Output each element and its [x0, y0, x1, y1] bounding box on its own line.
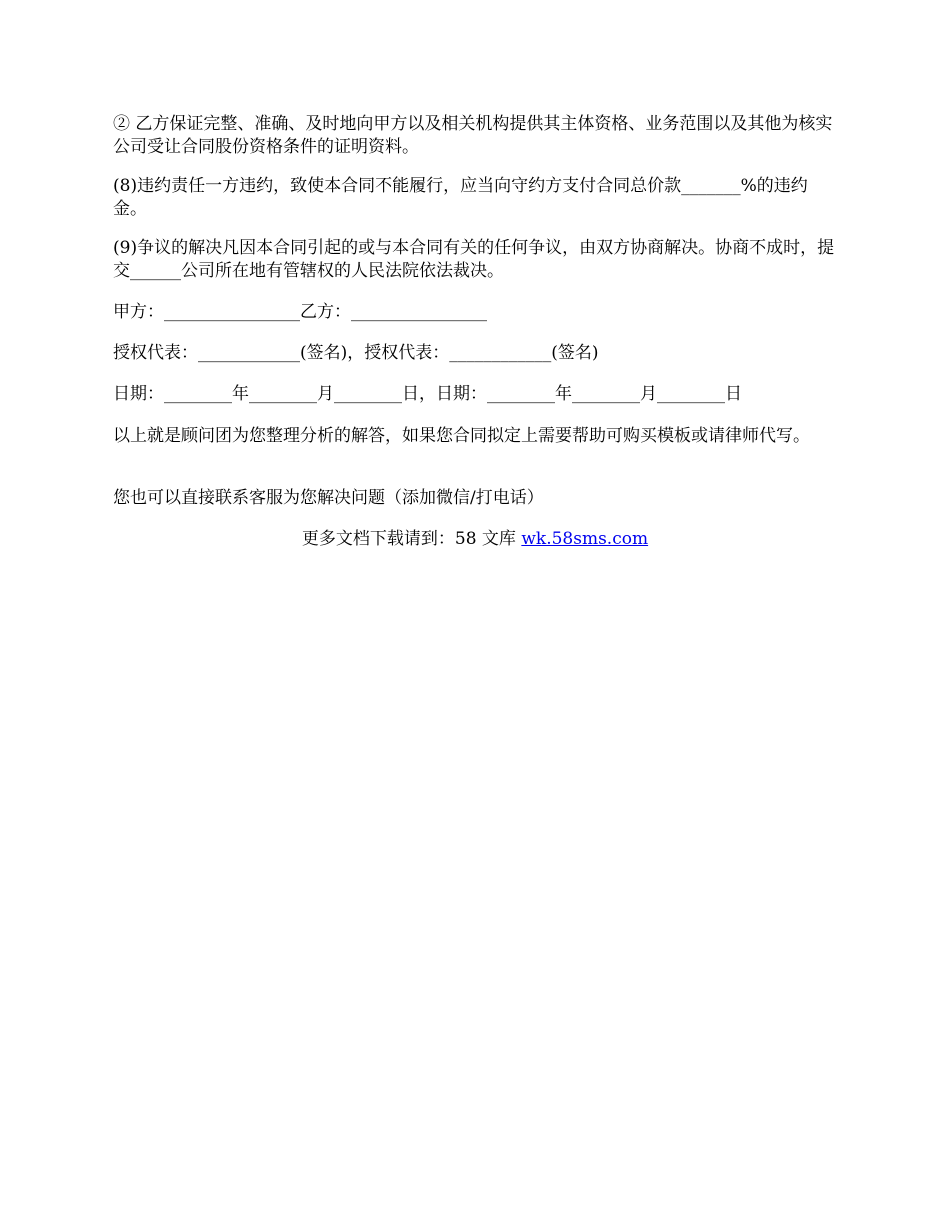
paragraph-advisory-note: 以上就是顾问团为您整理分析的解答，如果您合同拟定上需要帮助可购买模板或请律师代写。	[113, 426, 810, 446]
footer-download-note	[0, 528, 950, 551]
paragraph-party-b-guarantee: ② 乙方保证完整、准确、及时地向甲方以及相关机构提供其主体资格、业务范围以及其他为核实公司受让合同股份资格条件的证明资料。	[113, 114, 833, 157]
paragraph-contact-service: 您也可以直接联系客服为您解决问题（添加微信/打电话）	[113, 488, 544, 508]
paragraph-signing-dates: 日期：________年________月________日，日期：________年________月________日	[113, 384, 742, 404]
paragraph-breach-liability: (8)违约责任一方违约，致使本合同不能履行，应当向守约方支付合同总价款_______%的违约金。	[113, 176, 808, 219]
paragraph-dispute-resolution: (9)争议的解决凡因本合同引起的或与本合同有关的任何争议，由双方协商解决。协商不成时，提交______公司所在地有管辖权的人民法院依法裁决。	[113, 238, 835, 281]
paragraph-authorized-representatives: 授权代表：____________(签名)，授权代表：____________(签名)	[113, 343, 599, 363]
footer-prefix: 更多文档下载请到：58 文库	[301, 529, 522, 549]
paragraph-party-signatures: 甲方：________________乙方：________________	[113, 302, 487, 322]
footer-link[interactable]: wk.58sms.com	[521, 529, 649, 549]
